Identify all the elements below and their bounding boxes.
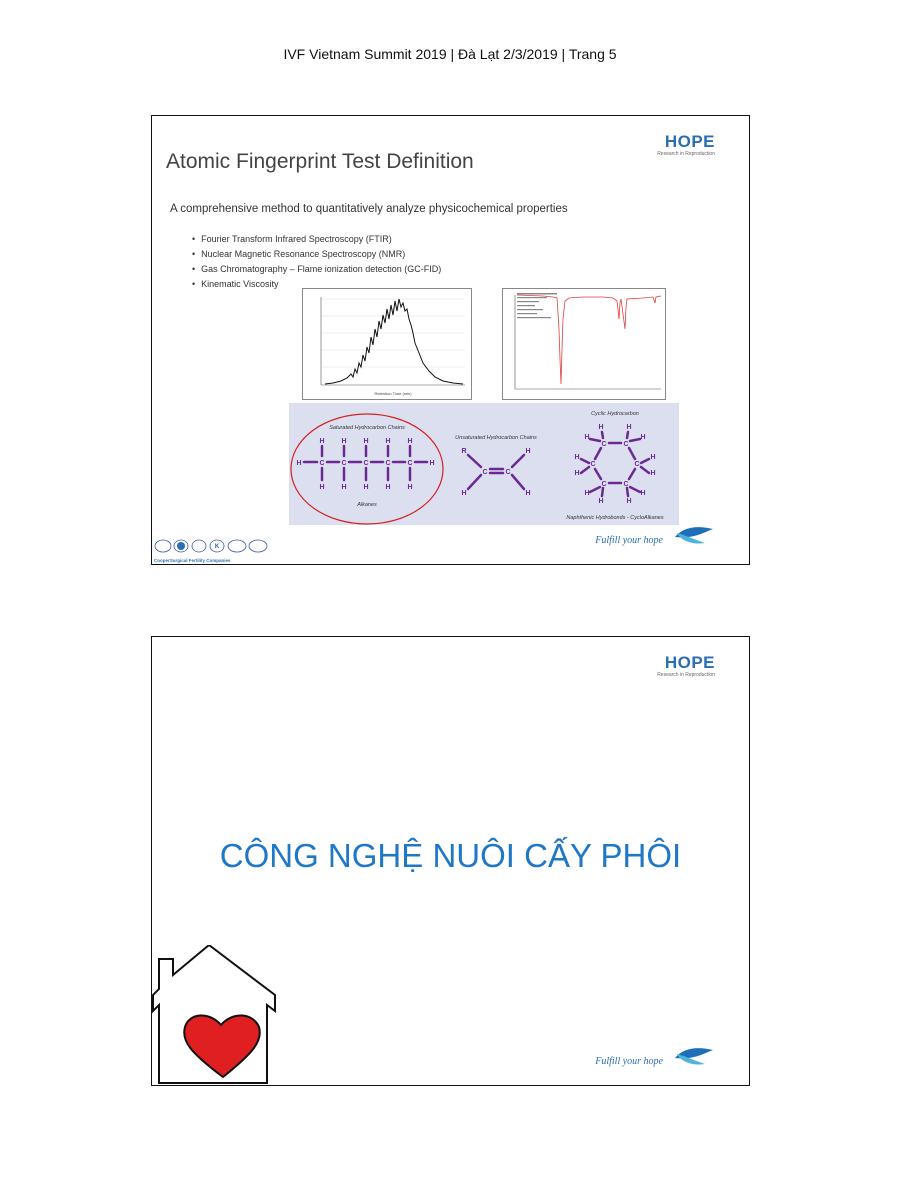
svg-text:H: H bbox=[407, 438, 413, 445]
svg-text:C: C bbox=[634, 461, 640, 468]
svg-text:H: H bbox=[385, 438, 391, 445]
svg-text:H: H bbox=[296, 460, 302, 467]
svg-text:C: C bbox=[341, 460, 347, 467]
ftir-spectrum-graphic bbox=[503, 289, 665, 399]
svg-text:H: H bbox=[640, 434, 646, 441]
slide-title: CÔNG NGHỆ NUÔI CẤY PHÔI bbox=[219, 837, 682, 874]
cyclic-label: Cyclic Hydrocarbon bbox=[591, 411, 639, 417]
intro-text: A comprehensive method to quantitatively analyze physicochemical properties bbox=[170, 203, 568, 215]
slide-embryo-culture bbox=[151, 636, 750, 1086]
saturated-label: Saturated Hydrocarbon Chains bbox=[329, 425, 405, 431]
svg-text:C: C bbox=[623, 441, 629, 448]
svg-text:H: H bbox=[319, 484, 325, 491]
svg-text:H: H bbox=[363, 438, 369, 445]
svg-text:H: H bbox=[584, 490, 590, 497]
svg-text:C: C bbox=[482, 469, 488, 476]
hope-logo bbox=[657, 132, 715, 157]
ftir-spectrum-image bbox=[502, 288, 666, 400]
method-item: • Fourier Transform Infrared Spectroscopy (FTIR) bbox=[192, 232, 441, 247]
svg-text:H: H bbox=[429, 460, 435, 467]
svg-text:H: H bbox=[650, 454, 656, 461]
svg-text:K: K bbox=[214, 544, 220, 550]
method-list bbox=[192, 232, 441, 292]
svg-text:Retention Time (min): Retention Time (min) bbox=[374, 391, 412, 396]
svg-text:H: H bbox=[574, 454, 580, 461]
svg-text:C: C bbox=[407, 460, 413, 467]
svg-text:H: H bbox=[341, 484, 347, 491]
hope-logo-sub: Research in Reproduction bbox=[657, 672, 715, 678]
hope-logo-word: HOPE bbox=[664, 132, 715, 151]
svg-text:H: H bbox=[461, 490, 467, 497]
svg-text:H: H bbox=[407, 484, 413, 491]
tagline: Fulfill your hope bbox=[595, 535, 663, 546]
svg-text:H: H bbox=[598, 498, 604, 505]
svg-text:H: H bbox=[525, 448, 531, 455]
house-icon bbox=[151, 945, 279, 1086]
hope-logo-sub: Research in Reproduction bbox=[657, 151, 715, 157]
hope-logo-word: HOPE bbox=[664, 653, 715, 672]
svg-text:H: H bbox=[319, 438, 325, 445]
method-item: • Nuclear Magnetic Resonance Spectroscopy (NMR) bbox=[192, 247, 441, 262]
hydrocarbon-structures-graphic bbox=[289, 403, 679, 525]
page-header: IVF Vietnam Summit 2019 | Đà Lạt 2/3/2019 | Trang 5 bbox=[283, 46, 617, 62]
method-item: • Gas Chromatography – Flame ionization detection (GC-FID) bbox=[192, 262, 441, 277]
svg-text:H: H bbox=[598, 424, 604, 431]
unsaturated-label: Unsaturated Hydrocarbon Chains bbox=[455, 435, 537, 441]
svg-text:H: H bbox=[650, 470, 656, 477]
svg-text:H: H bbox=[385, 484, 391, 491]
svg-text:H: H bbox=[584, 434, 590, 441]
partner-caption: CooperSurgical Fertility Companies bbox=[154, 558, 231, 563]
naphthenic-label: Naphthenic Hydrobonds - CycloAlkanes bbox=[566, 515, 664, 521]
svg-text:C: C bbox=[590, 461, 596, 468]
slide-atomic-fingerprint bbox=[151, 115, 750, 565]
partner-logos-graphic bbox=[154, 537, 274, 555]
svg-text:C: C bbox=[363, 460, 369, 467]
svg-text:C: C bbox=[601, 441, 607, 448]
svg-text:H: H bbox=[574, 470, 580, 477]
svg-text:H: H bbox=[341, 438, 347, 445]
tagline: Fulfill your hope bbox=[595, 1056, 663, 1067]
gc-chromatogram-image bbox=[302, 288, 472, 400]
svg-text:H: H bbox=[640, 490, 646, 497]
svg-text:H: H bbox=[626, 424, 632, 431]
svg-text:H: H bbox=[363, 484, 369, 491]
method-item: • Kinematic Viscosity bbox=[192, 277, 441, 292]
svg-text:H: H bbox=[626, 498, 632, 505]
svg-text:H: H bbox=[525, 490, 531, 497]
hope-logo bbox=[657, 653, 715, 678]
svg-text:C: C bbox=[319, 460, 325, 467]
gc-chromatogram-graphic bbox=[303, 289, 471, 399]
alkanes-label: Alkanes bbox=[357, 502, 377, 508]
leaf-logo-icon bbox=[673, 525, 715, 550]
svg-text:R: R bbox=[461, 448, 467, 455]
leaf-logo-icon bbox=[673, 1046, 715, 1071]
svg-text:C: C bbox=[623, 481, 629, 488]
svg-text:C: C bbox=[505, 469, 511, 476]
svg-text:C: C bbox=[385, 460, 391, 467]
hydrocarbon-structures-panel bbox=[289, 403, 679, 525]
slide-title: Atomic Fingerprint Test Definition bbox=[166, 150, 474, 173]
svg-text:C: C bbox=[601, 481, 607, 488]
